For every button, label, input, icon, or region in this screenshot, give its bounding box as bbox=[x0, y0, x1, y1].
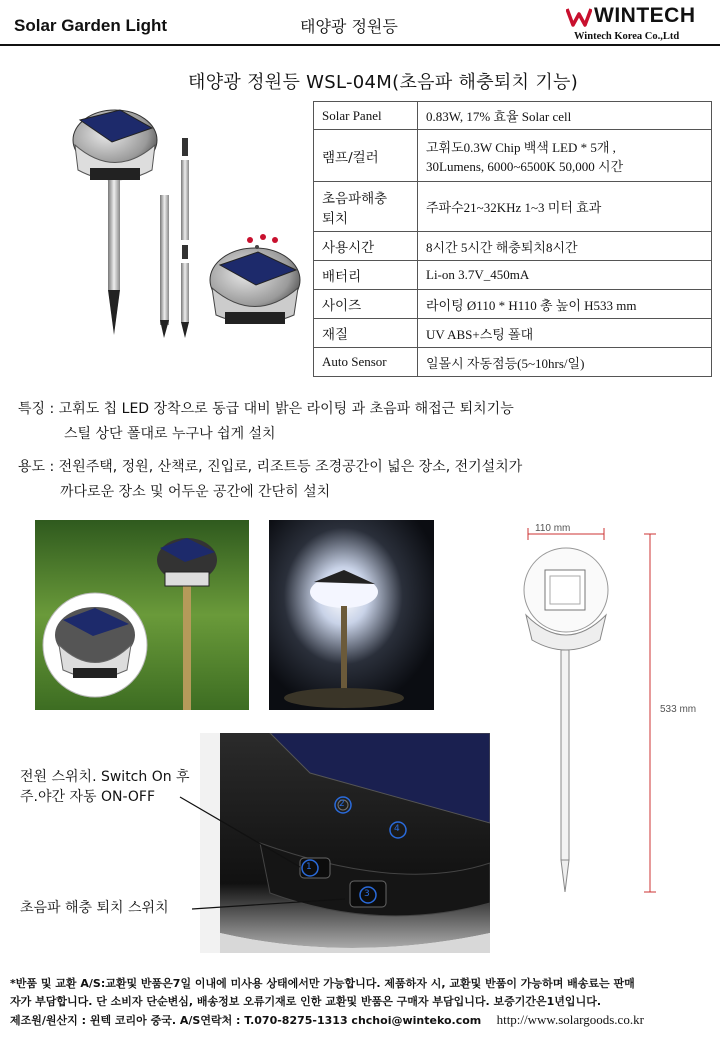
spec-key: 램프/컬러 bbox=[314, 130, 418, 182]
spec-value bbox=[418, 130, 712, 182]
spec-row bbox=[314, 261, 712, 290]
product-title: 태양광 정원등 WSL-04M(초음파 해충퇴치 기능) bbox=[188, 72, 579, 93]
power-callout-arrow bbox=[170, 795, 310, 875]
ultrasonic-callout-arrow bbox=[190, 893, 350, 913]
spec-value: Li-on 3.7V_450mA bbox=[418, 261, 712, 290]
spec-value: 일몰시 자동점등(5~10hrs/일) bbox=[418, 348, 712, 377]
wintech-logo-icon bbox=[566, 7, 592, 27]
footer-contact: 제조원/원산지 : 윈텍 코리아 중국. A/S연락처 : T.070-8275-1313 chchoi@winteko.com bbox=[10, 1014, 482, 1027]
spec-value: UV ABS+스팅 폴대 bbox=[418, 319, 712, 348]
closeup-number-1: 1 bbox=[306, 862, 312, 872]
header-title-en: Solar Garden Light bbox=[14, 16, 168, 35]
garden-photo bbox=[35, 520, 249, 710]
features-block bbox=[18, 397, 522, 505]
spec-row bbox=[314, 232, 712, 261]
spec-value: 8시간 5시간 해충퇴치8시간 bbox=[418, 232, 712, 261]
header-title-kr: 태양광 정원등 bbox=[300, 17, 398, 36]
spec-key-line: 초음파해충 bbox=[322, 190, 388, 207]
website-link[interactable]: http://www.solargoods.co.kr bbox=[496, 1012, 644, 1027]
spec-key: Solar Panel bbox=[314, 102, 418, 130]
callout-line: 전원 스위치. Switch On 후 bbox=[20, 769, 190, 785]
product-photo bbox=[60, 100, 310, 340]
spec-value: 라이팅 Ø110 * H110 총 높이 H533 mm bbox=[418, 290, 712, 319]
spec-key: 사이즈 bbox=[314, 290, 418, 319]
spec-row bbox=[314, 130, 712, 182]
spec-row bbox=[314, 348, 712, 377]
features-line: 스틸 상단 폴대로 누구나 쉽게 설치 bbox=[64, 426, 276, 442]
width-label: 110 mm bbox=[535, 523, 571, 534]
usage-line: 용도 : 전원주택, 정원, 산책로, 진입로, 리조트등 조경공간이 넓은 장소, 전기설치가 bbox=[18, 459, 523, 475]
header-divider bbox=[0, 44, 720, 46]
height-label: 533 mm bbox=[660, 704, 697, 715]
closeup-number-4: 4 bbox=[394, 824, 400, 834]
power-switch-callout bbox=[20, 767, 190, 807]
spec-row bbox=[314, 102, 712, 130]
footer-line: 자가 부담합니다. 단 소비자 단순변심, 배송정보 오류기재로 인한 교환및 반품은 구매자 부담입니다. 보증기간은1년입니다. bbox=[10, 995, 601, 1008]
brand-subtitle: Wintech Korea Co.,Ltd bbox=[574, 31, 680, 42]
spec-key-line: 퇴치 bbox=[322, 210, 349, 227]
spec-table bbox=[313, 101, 712, 377]
features-line: 특징 : 고휘도 칩 LED 장착으로 동급 대비 밝은 라이팅 과 초음파 해접근 퇴치기능 bbox=[18, 401, 514, 417]
spec-row bbox=[314, 182, 712, 232]
spec-key: 재질 bbox=[314, 319, 418, 348]
footer-line: *반품 및 교환 A/S:교환및 반품은7일 이내에 미사용 상태에서만 가능합니다. 제품하자 시, 교환및 반품이 가능하며 배송료는 판매 bbox=[10, 977, 635, 990]
spec-value-line: 30Lumens, 6000~6500K 50,000 시간 bbox=[426, 158, 624, 174]
brand-name: WINTECH bbox=[594, 4, 696, 27]
brand-logo bbox=[566, 4, 714, 44]
spec-key bbox=[314, 182, 418, 232]
night-photo bbox=[269, 520, 434, 710]
spec-key: Auto Sensor bbox=[314, 348, 418, 377]
spec-key: 배터리 bbox=[314, 261, 418, 290]
closeup-number-3: 3 bbox=[364, 889, 370, 899]
spec-key: 사용시간 bbox=[314, 232, 418, 261]
spec-value: 주파수21~32KHz 1~3 미터 효과 bbox=[418, 182, 712, 232]
spec-value-line: 고휘도0.3W Chip 백색 LED * 5개 , bbox=[426, 139, 616, 155]
spec-row bbox=[314, 290, 712, 319]
callout-line: 주.야간 자동 ON-OFF bbox=[20, 789, 156, 805]
spec-row bbox=[314, 319, 712, 348]
ultrasonic-switch-callout: 초음파 해충 퇴치 스위치 bbox=[20, 900, 169, 916]
closeup-number-2: 2 bbox=[339, 799, 345, 809]
usage-line: 까다로운 장소 및 어두운 공간에 간단히 설치 bbox=[60, 484, 331, 500]
footer-line bbox=[10, 1011, 710, 1030]
spec-value: 0.83W, 17% 효율 Solar cell bbox=[418, 102, 712, 130]
footer-notice bbox=[10, 975, 710, 1030]
